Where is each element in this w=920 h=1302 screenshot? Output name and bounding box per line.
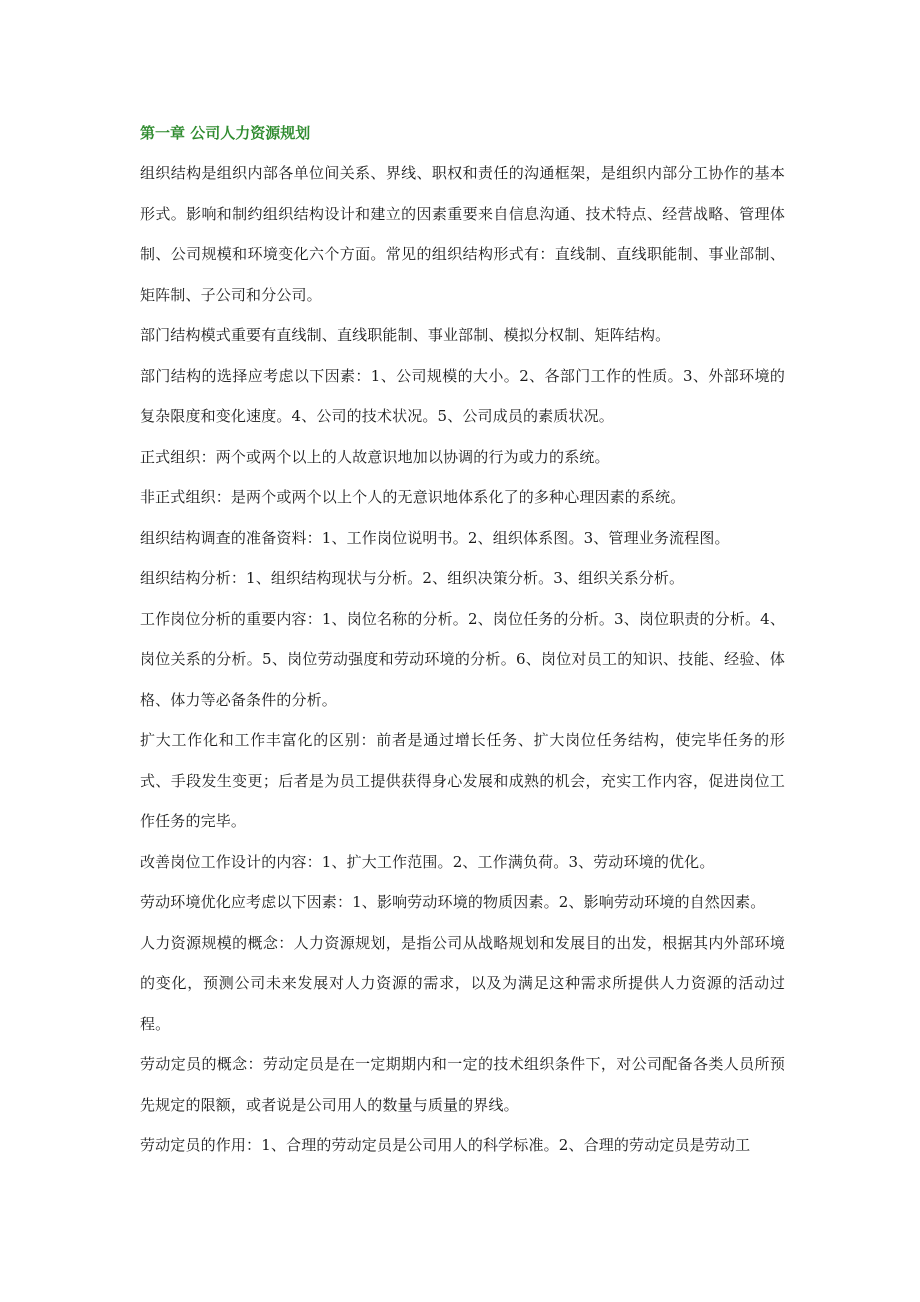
document-page [140, 113, 785, 1166]
paragraph-formal-organization: 正式组织：两个或两个以上的人故意识地加以协调的行为或力的系统。 [140, 447, 610, 466]
paragraph-staffing-role: 劳动定员的作用：1、合理的劳动定员是公司用人的科学标准。2、合理的劳动定员是劳动工 [140, 1136, 751, 1154]
paragraph-hr-planning: 人力资源规模的概念：人力资源规划，是指公司从战略规划和发展目的出发，根据其内外部环境的变化，预测公司未来发展对人力资源的需求，以及为满足这种需求所提供人力资源的活动过程。 [140, 933, 785, 1033]
chapter-title: 第一章 公司人力资源规划 [140, 124, 311, 142]
paragraph-job-analysis: 工作岗位分析的重要内容：1、岗位名称的分析。2、岗位任务的分析。3、岗位职责的分析。4、岗位关系的分析。5、岗位劳动强度和劳动环境的分析。6、岗位对员工的知识、技能、经验、体格、体力等必备条件的分析。 [140, 609, 785, 709]
paragraph-staffing-concept: 劳动定员的概念：劳动定员是在一定期期内和一定的技术组织条件下，对公司配备各类人员所预先规定的限额，或者说是公司用人的数量与质量的界线。 [140, 1055, 785, 1114]
paragraph-survey-materials: 组织结构调查的准备资料：1、工作岗位说明书。2、组织体系图。3、管理业务流程图。 [140, 528, 730, 547]
paragraph-job-design: 改善岗位工作设计的内容：1、扩大工作范围。2、工作满负荷。3、劳动环境的优化。 [140, 852, 715, 871]
paragraph-department-modes: 部门结构模式重要有直线制、直线职能制、事业部制、模拟分权制、矩阵结构。 [140, 326, 671, 344]
paragraph-structure-analysis: 组织结构分析：1、组织结构现状与分析。2、组织决策分析。3、组织关系分析。 [140, 569, 685, 587]
paragraph-work-environment: 劳动环境优化应考虑以下因素：1、影响劳动环境的物质因素。2、影响劳动环境的自然因素。 [140, 893, 766, 911]
paragraph-department-selection: 部门结构的选择应考虑以下因素：1、公司规模的大小。2、各部门工作的性质。3、外部环境的复杂限度和变化速度。4、公司的技术状况。5、公司成员的素质状况。 [140, 366, 785, 425]
paragraph-informal-organization: 非正式组织：是两个或两个以上个人的无意识地体系化了的多种心理因素的系统。 [140, 488, 686, 506]
paragraph-organization-structure: 组织结构是组织内部各单位间关系、界线、职权和责任的沟通框架，是组织内部分工协作的基本形式。影响和制约组织结构设计和建立的因素重要来自信息沟通、技术特点、经营战略、管理体制、公司规模和环境变化六个方面。常见的组织结构形式有：直线制、直线职能制、事业部制、矩阵制、子公司和分公司。 [140, 164, 785, 304]
paragraph-job-enlargement: 扩大工作化和工作丰富化的区别：前者是通过增长任务、扩大岗位任务结构，使完毕任务的形式、手段发生变更；后者是为员工提供获得身心发展和成熟的机会，充实工作内容，促进岗位工作任务的完毕。 [140, 731, 785, 830]
